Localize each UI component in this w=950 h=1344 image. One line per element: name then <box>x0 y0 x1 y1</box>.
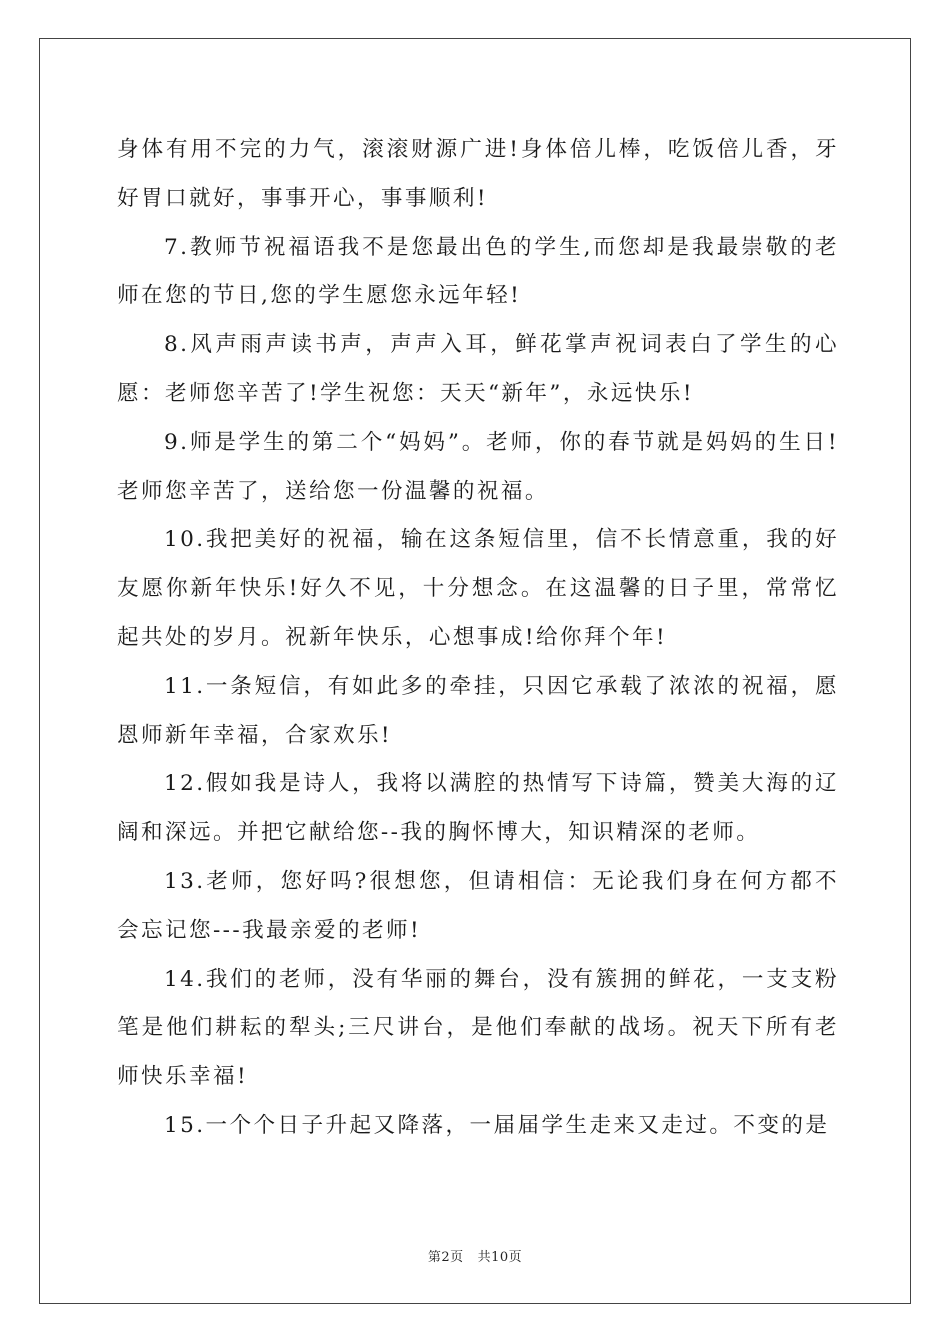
page-footer <box>0 1246 950 1265</box>
paragraph-item-10: 10.我把美好的祝福，输在这条短信里，信不长情意重，我的好友愿你新年快乐!好久不见，十分想念。在这温馨的日子里，常常忆起共处的岁月。祝新年快乐，心想事成!给你拜个年! <box>117 527 839 650</box>
paragraph-item-13: 13.老师，您好吗?很想您，但请相信：无论我们身在何方都不会忘记您---我最亲爱的老师! <box>117 868 839 943</box>
paragraph-item-12: 12.假如我是诗人，我将以满腔的热情写下诗篇，赞美大海的辽阔和深远。并把它献给您--我的胸怀博大，知识精深的老师。 <box>117 771 839 846</box>
paragraph-item-15: 15.一个个日子升起又降落，一届届学生走来又走过。不变的是 <box>164 1112 830 1138</box>
paragraph-item-8: 8.风声雨声读书声，声声入耳，鲜花掌声祝词表白了学生的心愿：老师您辛苦了!学生祝您：天天“新年”，永远快乐! <box>117 332 839 406</box>
page-number: 第2页 <box>427 1250 464 1265</box>
paragraph-item-7: 7.教师节祝福语我不是您最出色的学生,而您却是我最崇敬的老师在您的节日,您的学生愿您永远年轻! <box>117 234 839 309</box>
page-total: 共10页 <box>477 1250 523 1265</box>
document-body <box>117 126 839 1151</box>
paragraph-item-9: 9.师是学生的第二个“妈妈”。老师，你的春节就是妈妈的生日!老师您辛苦了，送给您一份温馨的祝福。 <box>117 429 839 504</box>
paragraph-item-14: 14.我们的老师，没有华丽的舞台，没有簇拥的鲜花，一支支粉笔是他们耕耘的犁头;三尺讲台，是他们奉献的战场。祝天下所有老师快乐幸福! <box>117 966 839 1090</box>
paragraph-continuation: 身体有用不完的力气，滚滚财源广进!身体倍儿棒，吃饭倍儿香，牙好胃口就好，事事开心，事事顺利! <box>117 137 839 211</box>
paragraph-item-11: 11.一条短信，有如此多的牵挂，只因它承载了浓浓的祝福，愿恩师新年幸福，合家欢乐! <box>117 673 839 748</box>
